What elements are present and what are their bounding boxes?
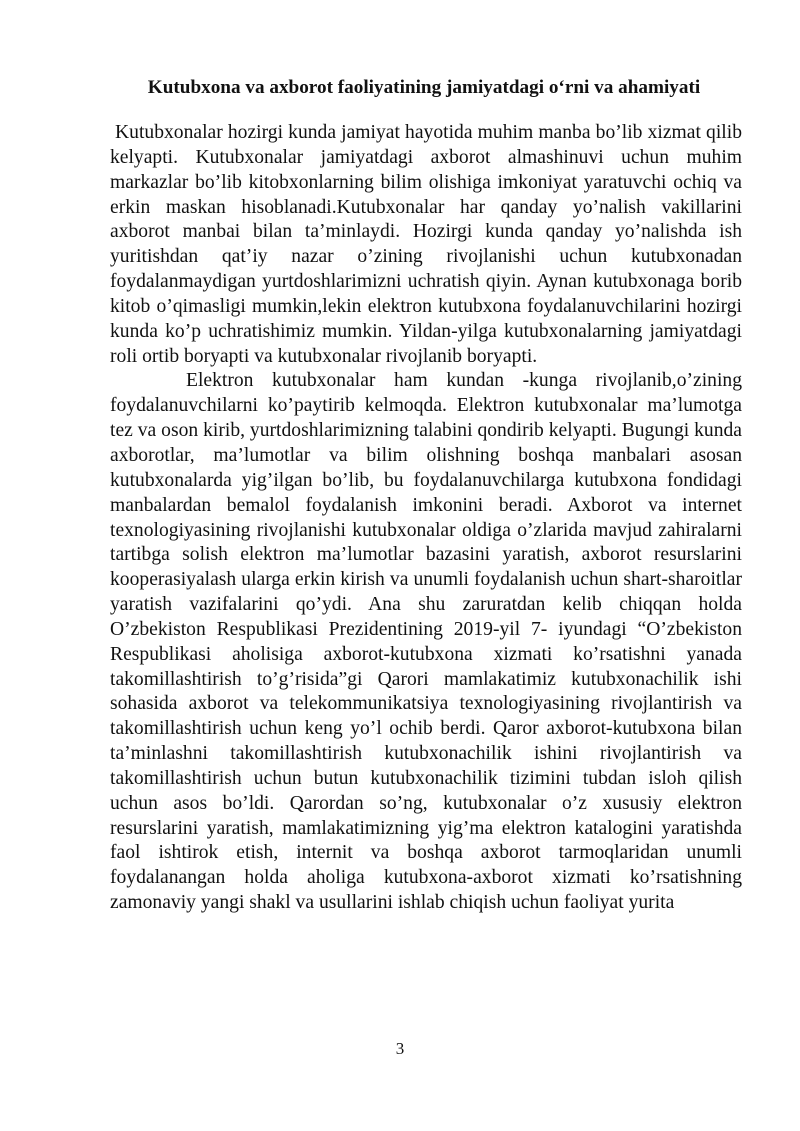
page-number: 3 [395, 1039, 405, 1058]
paragraph-2: Elektron kutubxonalar ham kundan -kunga rivojlanib,o’zining foydalanuvchilarni ko’paytirib kelmoqda. Elektron kutubxonalar ma’lumotga tez va oson kirib, yurtdoshlarimizning talabini qondirib kelyapti. Bugungi kunda axborotlar, ma’lumotlar va bilim olishning boshqa manbalari asosan kutubxonalarda yig’ilgan bo’lib, bu foydalanuvchilarga kutubxona fondidagi manbalardan bemalol foydalanish imkonini beradi. Axborot va internet texnologiyasining rivojlanishi kutubxonalar oldiga o’zlarida mavjud zahiralarni tartibga solish elektron ma’lumotlar bazasini yaratish, axborot resurslarini kooperasiyalash ularga erkin kirish va unumli foydalanish uchun shart-sharoitlar yaratish vazifalarini qo’ydi. Ana shu zaruratdan kelib chiqqan holda O’zbekiston Respublikasi Prezidentining 2019-yil 7- iyundagi “O’zbekiston Respublikasi aholisiga axborot-kutubxona xizmati ko’rsatishni yanada takomillashtirish to’g’risida”gi Qarori mamlakatimiz kutubxonachilik ishi sohasida axborot va telekommunikatsiya texnologiyasining rivojlantirish va takomillashtirish uchun keng yo’l ochib berdi. Qaror axborot-kutubxona bilan ta’minlashni takomillashtirish kutubxonachilik ishini rivojlantirish va takomillashtirish uchun butun kutubxonachilik tizimini tubdan isloh qilish uchun asos bo’ldi. Qarordan so’ng, kutubxonalar o’z xususiy elektron resurslarini yaratish, mamlakatimizning yig’ma elektron katalogini yaratishda faol ishtirok etish, internit va boshqa axborot tarmoqlaridan unumli foydalanangan holda aholiga kutubxona-axborot xizmati ko’rsatishning zamonaviy yangi shakl va usullarini ishlab chiqish uchun faoliyat yurita [110, 370, 742, 914]
document-title: Kutubxona va axborot faoliyatining jamiyatdagi o‘rni va ahamiyati [147, 77, 701, 98]
document-body [110, 121, 742, 916]
paragraph-1: Kutubxonalar hozirgi kunda jamiyat hayotida muhim manba bo’lib xizmat qilib kelyapti. Kutubxonalar jamiyatdagi axborot almashinuvi uchun muhim markazlar bo’lib kitobxonlarning bilim olishiga imkoniyat yaratuvchi ochiq va erkin maskan hisoblanadi.Kutubxonalar har qanday yo’nalish vakillarini axborot manbai bilan ta’minlaydi. Hozirgi kunda qanday yo’nalishda ish yuritishdan qat’iy nazar o’zining rivojlanishi uchun kutubxonadan foydalanmaydigan yurtdoshlarimizni uchratish qiyin. Aynan kutubxonaga borib kitob o’qimasligi mumkin,lekin elektron kutubxona foydalanuvchilarini hozirgi kunda ko’p uchratishimiz mumkin. Yildan-yilga kutubxonalarning jamiyatdagi roli ortib boryapti va kutubxonalar rivojlanib boryapti. [110, 122, 742, 367]
